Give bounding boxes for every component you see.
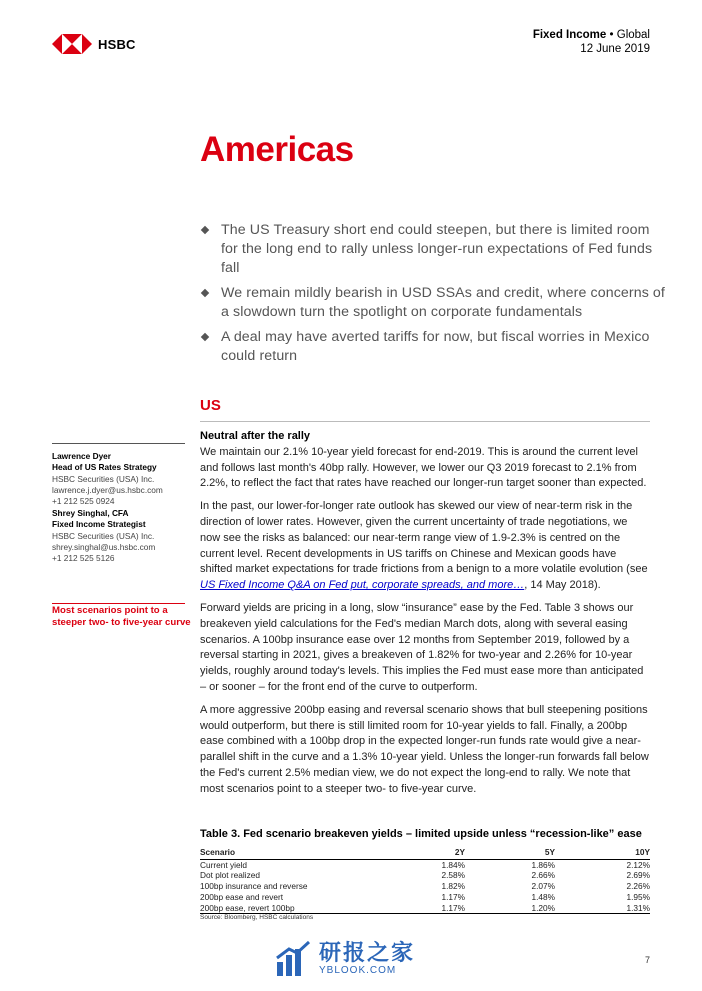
table-cell: Current yield: [200, 859, 248, 870]
table-cell: 1.17%: [441, 891, 465, 902]
author-phone: +1 212 525 5126: [52, 553, 115, 564]
author-name: Lawrence Dyer: [52, 451, 112, 461]
article-body: [200, 429, 650, 805]
table-title: Table 3. Fed scenario breakeven yields – limited upside unless “recession-like” ease: [200, 828, 642, 840]
report-section: Fixed Income: [532, 29, 607, 41]
paragraph: We maintain our 2.1% 10-year yield forecast for end-2019. This is around the current level and follows last month's 40bp rally. However, we lower our Q3 2019 forecast to 2.1% from 2.2%, to reflect the fact that rates have reached our longer-run target sooner than expected.: [200, 445, 647, 490]
column-header: 10Y: [555, 846, 650, 859]
column-header: Scenario: [200, 846, 385, 859]
diamond-bullet-icon: [201, 226, 209, 234]
bar-chart-logo-icon: [275, 940, 313, 978]
table-cell: 2.07%: [531, 881, 555, 892]
paragraph: Forward yields are pricing in a long, slow “insurance” ease by the Fed. Table 3 shows our breakeven yield calculations for the Fed's median March dots, along with several easing scenarios. A 100bp insurance ease over 12 months from September 2019, followed by a reversal starting in 2021, gives a breakeven of 1.82% for two-year and 2.26% for 10-year yields, roughly around today's levels. This implies the Fed must ease more than anticipated – or sooner – for the front end of the curve to outperform.: [200, 601, 644, 693]
table-header-row: [200, 846, 650, 859]
author-email[interactable]: lawrence.j.dyer@us.hsbc.com: [52, 484, 163, 495]
key-points-list: [200, 221, 670, 372]
hsbc-logo: [52, 31, 142, 57]
table-cell: 2.66%: [531, 870, 555, 881]
table-cell: 2.12%: [626, 859, 650, 870]
key-point: [200, 328, 670, 366]
brand-name: HSBC: [98, 36, 136, 52]
table-cell: 1.20%: [465, 903, 555, 914]
table-cell: 1.17%: [385, 903, 465, 914]
key-point: [200, 221, 670, 278]
author-title: Fixed Income Strategist: [52, 519, 146, 530]
watermark: [275, 940, 415, 978]
subheading: Neutral after the rally: [200, 430, 311, 442]
author-block: [52, 508, 155, 564]
table-cell: 2.58%: [441, 870, 465, 881]
section-divider: [200, 421, 650, 422]
key-point: [200, 284, 670, 322]
author-firm: HSBC Securities (USA) Inc.: [52, 530, 155, 541]
author-divider: [52, 443, 185, 444]
report-region: Global: [616, 29, 650, 41]
table-cell: 1.95%: [626, 891, 650, 902]
report-link[interactable]: US Fixed Income Q&A on Fed put, corporate spreads, and more…: [200, 579, 525, 592]
table-row: [200, 881, 650, 892]
diamond-bullet-icon: [201, 289, 209, 297]
table-cell: 1.48%: [531, 891, 555, 902]
table-row: [200, 903, 650, 914]
report-date: 12 June 2019: [580, 43, 650, 55]
column-header: 2Y: [385, 846, 465, 859]
section-heading: US: [200, 397, 221, 414]
table-row: [200, 859, 650, 870]
author-firm: HSBC Securities (USA) Inc.: [52, 473, 155, 484]
author-email[interactable]: shrey.singhal@us.hsbc.com: [52, 541, 156, 552]
paragraph: A more aggressive 200bp easing and reversal scenario shows that bull steepening positions would outperform, but there is still limited room for 10-year yields to fall. Finally, a 200bp ease combined with a 100bp drop in the expected longer-run funds rate would give a near-parallel shift in the curve and a 1.3% 10-year yield. Unless the longer-run forwards fall below the Fed's current 2.5% median view, we do not expect the long-end to rally. We note that most scenarios point to a steeper two- to five-year curve.: [200, 703, 649, 795]
table-row: [200, 892, 650, 903]
margin-note: Most scenarios point to a steeper two- to five-year curve: [52, 605, 191, 629]
table-cell: 1.82%: [441, 881, 465, 892]
page-title: Americas: [200, 130, 354, 169]
table-cell: 1.31%: [555, 903, 650, 914]
table-source: Source: Bloomberg, HSBC calculations: [200, 914, 314, 921]
page-number: 7: [644, 955, 650, 965]
table-cell: 200bp ease and revert: [200, 891, 284, 902]
paragraph-text: In the past, our lower-for-longer rate outlook has skewed our view of near-term risk in the direction of lower rates. However, given the current uncertainty of trade negotiations, we now see the risks as balanced: our near-term range view of 1.9-2.3% is centred on the current level. Recent developments in US tariffs on Chinese and Mexican goods have shifted market expectations for trade frictions from a benign to a more volatile evolution (see: [200, 500, 648, 576]
table-cell: 2.69%: [626, 870, 650, 881]
author-title: Head of US Rates Strategy: [52, 462, 157, 473]
sidenote-divider: [52, 603, 185, 604]
bullet-separator: •: [609, 29, 614, 41]
table-cell: 200bp ease, revert 100bp: [200, 903, 385, 914]
hsbc-hexagon-icon: [52, 34, 92, 54]
key-point-text: The US Treasury short end could steepen, but there is limited room for the long end to rally unless longer-run expectations of Fed funds fall: [221, 222, 653, 276]
scenario-table: [200, 846, 650, 914]
key-point-text: A deal may have averted tariffs for now, but fiscal worries in Mexico could return: [221, 329, 650, 364]
table-row: [200, 870, 650, 881]
table-cell: 2.26%: [626, 881, 650, 892]
report-header: [533, 28, 650, 56]
key-point-text: We remain mildly bearish in USD SSAs and credit, where concerns of a slowdown turn the spotlight on corporate fundamentals: [221, 285, 665, 320]
table-cell: 100bp insurance and reverse: [200, 881, 308, 892]
column-header: 5Y: [465, 846, 555, 859]
paragraph-text: , 14 May 2018).: [524, 579, 601, 592]
table-cell: Dot plot realized: [200, 870, 260, 881]
author-block: [52, 451, 163, 507]
author-name: Shrey Singhal, CFA: [52, 508, 129, 518]
author-phone: +1 212 525 0924: [52, 496, 115, 507]
diamond-bullet-icon: [201, 333, 209, 341]
watermark-title: 研报之家: [319, 940, 416, 965]
table-cell: 1.86%: [531, 859, 555, 870]
watermark-url: YBLOOK.COM: [319, 965, 397, 976]
paragraph: [200, 499, 650, 594]
table-cell: 1.84%: [441, 859, 465, 870]
